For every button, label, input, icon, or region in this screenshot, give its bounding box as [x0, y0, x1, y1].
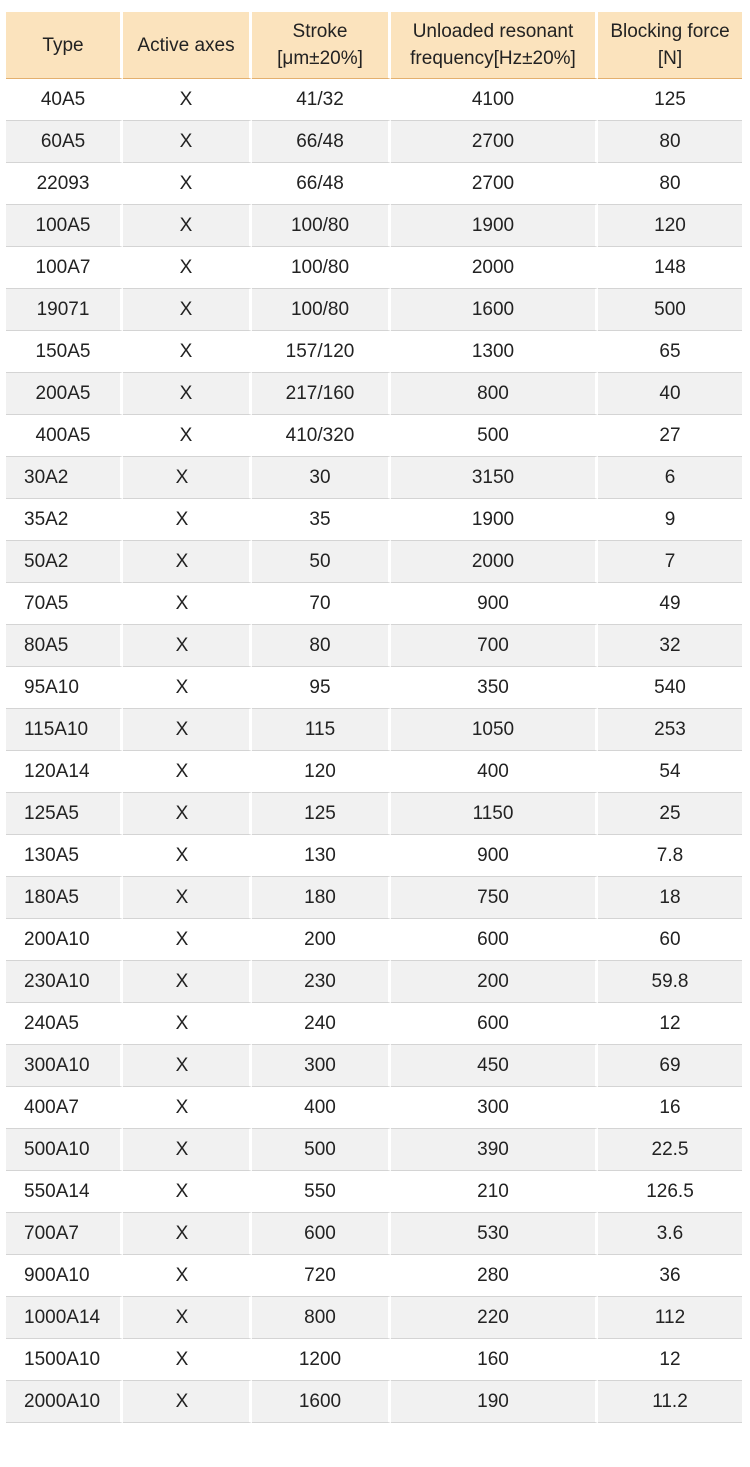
- table-body: [6, 79, 742, 1423]
- type-cell: 125A5: [6, 793, 123, 835]
- stroke-cell: 115: [252, 709, 391, 751]
- type-cell: 50A2: [6, 541, 123, 583]
- table-row: [6, 1297, 742, 1339]
- active-axes-cell: X: [123, 1171, 252, 1213]
- resonant-frequency-cell: 900: [391, 835, 598, 877]
- stroke-cell: 30: [252, 457, 391, 499]
- header-active-axes: [123, 12, 252, 79]
- header-type-label: Type: [42, 34, 84, 56]
- resonant-frequency-cell: 2700: [391, 163, 598, 205]
- active-axes-cell: X: [123, 1003, 252, 1045]
- type-cell: 60A5: [6, 121, 123, 163]
- resonant-frequency-cell: 750: [391, 877, 598, 919]
- stroke-cell: 720: [252, 1255, 391, 1297]
- resonant-frequency-cell: 1600: [391, 289, 598, 331]
- resonant-frequency-cell: 600: [391, 1003, 598, 1045]
- blocking-force-cell: 40: [598, 373, 742, 415]
- header-resonant-frequency-unit: frequency[Hz±20%]: [410, 48, 576, 69]
- active-axes-cell: X: [123, 1339, 252, 1381]
- table-row: [6, 1003, 742, 1045]
- stroke-cell: 50: [252, 541, 391, 583]
- blocking-force-cell: 49: [598, 583, 742, 625]
- resonant-frequency-cell: 400: [391, 751, 598, 793]
- type-cell: 115A10: [6, 709, 123, 751]
- table-row: [6, 415, 742, 457]
- type-cell: 100A5: [6, 205, 123, 247]
- stroke-cell: 400: [252, 1087, 391, 1129]
- resonant-frequency-cell: 1900: [391, 205, 598, 247]
- table-row: [6, 1171, 742, 1213]
- table-row: [6, 163, 742, 205]
- stroke-cell: 200: [252, 919, 391, 961]
- blocking-force-cell: 80: [598, 163, 742, 205]
- table-row: [6, 835, 742, 877]
- active-axes-cell: X: [123, 373, 252, 415]
- stroke-cell: 240: [252, 1003, 391, 1045]
- resonant-frequency-cell: 210: [391, 1171, 598, 1213]
- table-row: [6, 1381, 742, 1423]
- table-row: [6, 877, 742, 919]
- resonant-frequency-cell: 900: [391, 583, 598, 625]
- blocking-force-cell: 12: [598, 1003, 742, 1045]
- table-row: [6, 373, 742, 415]
- header-blocking-force-unit: [N]: [657, 48, 683, 69]
- active-axes-cell: X: [123, 79, 252, 121]
- type-cell: 200A10: [6, 919, 123, 961]
- blocking-force-cell: 22.5: [598, 1129, 742, 1171]
- resonant-frequency-cell: 160: [391, 1339, 598, 1381]
- table-row: [6, 247, 742, 289]
- blocking-force-cell: 18: [598, 877, 742, 919]
- table-row: [6, 919, 742, 961]
- table-row: [6, 961, 742, 1003]
- header-blocking-force-label: Blocking force: [610, 21, 730, 42]
- resonant-frequency-cell: 1050: [391, 709, 598, 751]
- blocking-force-cell: 12: [598, 1339, 742, 1381]
- resonant-frequency-cell: 300: [391, 1087, 598, 1129]
- spec-table: [6, 12, 742, 1423]
- active-axes-cell: X: [123, 499, 252, 541]
- table-row: [6, 709, 742, 751]
- header-stroke-label: Stroke: [292, 21, 348, 42]
- resonant-frequency-cell: 1150: [391, 793, 598, 835]
- active-axes-cell: X: [123, 1255, 252, 1297]
- active-axes-cell: X: [123, 121, 252, 163]
- table-row: [6, 1087, 742, 1129]
- type-cell: 80A5: [6, 625, 123, 667]
- blocking-force-cell: 65: [598, 331, 742, 373]
- table-row: [6, 1213, 742, 1255]
- resonant-frequency-cell: 350: [391, 667, 598, 709]
- table-row: [6, 79, 742, 121]
- type-cell: 200A5: [6, 373, 123, 415]
- active-axes-cell: X: [123, 751, 252, 793]
- table-row: [6, 751, 742, 793]
- stroke-cell: 500: [252, 1129, 391, 1171]
- active-axes-cell: X: [123, 793, 252, 835]
- active-axes-cell: X: [123, 163, 252, 205]
- type-cell: 70A5: [6, 583, 123, 625]
- resonant-frequency-cell: 2000: [391, 247, 598, 289]
- stroke-cell: 100/80: [252, 289, 391, 331]
- blocking-force-cell: 59.8: [598, 961, 742, 1003]
- stroke-cell: 550: [252, 1171, 391, 1213]
- table-row: [6, 667, 742, 709]
- table-row: [6, 1339, 742, 1381]
- table-row: [6, 457, 742, 499]
- blocking-force-cell: 126.5: [598, 1171, 742, 1213]
- active-axes-cell: X: [123, 667, 252, 709]
- stroke-cell: 120: [252, 751, 391, 793]
- resonant-frequency-cell: 500: [391, 415, 598, 457]
- blocking-force-cell: 11.2: [598, 1381, 742, 1423]
- stroke-cell: 66/48: [252, 121, 391, 163]
- type-cell: 400A7: [6, 1087, 123, 1129]
- header-blocking-force: [598, 12, 742, 79]
- stroke-cell: 600: [252, 1213, 391, 1255]
- blocking-force-cell: 80: [598, 121, 742, 163]
- stroke-cell: 217/160: [252, 373, 391, 415]
- blocking-force-cell: 54: [598, 751, 742, 793]
- stroke-cell: 41/32: [252, 79, 391, 121]
- resonant-frequency-cell: 450: [391, 1045, 598, 1087]
- resonant-frequency-cell: 1300: [391, 331, 598, 373]
- blocking-force-cell: 500: [598, 289, 742, 331]
- blocking-force-cell: 7: [598, 541, 742, 583]
- active-axes-cell: X: [123, 877, 252, 919]
- resonant-frequency-cell: 700: [391, 625, 598, 667]
- type-cell: 95A10: [6, 667, 123, 709]
- type-cell: 900A10: [6, 1255, 123, 1297]
- blocking-force-cell: 120: [598, 205, 742, 247]
- header-resonant-frequency-label: Unloaded resonant: [412, 21, 574, 42]
- stroke-cell: 410/320: [252, 415, 391, 457]
- table-row: [6, 205, 742, 247]
- type-cell: 35A2: [6, 499, 123, 541]
- active-axes-cell: X: [123, 961, 252, 1003]
- type-cell: 120A14: [6, 751, 123, 793]
- type-cell: 550A14: [6, 1171, 123, 1213]
- type-cell: 500A10: [6, 1129, 123, 1171]
- stroke-cell: 80: [252, 625, 391, 667]
- active-axes-cell: X: [123, 247, 252, 289]
- type-cell: 19071: [6, 289, 123, 331]
- stroke-cell: 1200: [252, 1339, 391, 1381]
- type-cell: 150A5: [6, 331, 123, 373]
- resonant-frequency-cell: 800: [391, 373, 598, 415]
- resonant-frequency-cell: 280: [391, 1255, 598, 1297]
- blocking-force-cell: 36: [598, 1255, 742, 1297]
- stroke-cell: 66/48: [252, 163, 391, 205]
- resonant-frequency-cell: 220: [391, 1297, 598, 1339]
- table-row: [6, 793, 742, 835]
- active-axes-cell: X: [123, 541, 252, 583]
- table-row: [6, 121, 742, 163]
- active-axes-cell: X: [123, 835, 252, 877]
- type-cell: 400A5: [6, 415, 123, 457]
- active-axes-cell: X: [123, 919, 252, 961]
- resonant-frequency-cell: 200: [391, 961, 598, 1003]
- blocking-force-cell: 60: [598, 919, 742, 961]
- type-cell: 30A2: [6, 457, 123, 499]
- table-row: [6, 625, 742, 667]
- header-stroke: [252, 12, 391, 79]
- type-cell: 1000A14: [6, 1297, 123, 1339]
- blocking-force-cell: 148: [598, 247, 742, 289]
- stroke-cell: 300: [252, 1045, 391, 1087]
- blocking-force-cell: 32: [598, 625, 742, 667]
- resonant-frequency-cell: 600: [391, 919, 598, 961]
- active-axes-cell: X: [123, 1297, 252, 1339]
- type-cell: 100A7: [6, 247, 123, 289]
- resonant-frequency-cell: 2700: [391, 121, 598, 163]
- type-cell: 22093: [6, 163, 123, 205]
- blocking-force-cell: 16: [598, 1087, 742, 1129]
- resonant-frequency-cell: 1900: [391, 499, 598, 541]
- blocking-force-cell: 3.6: [598, 1213, 742, 1255]
- resonant-frequency-cell: 190: [391, 1381, 598, 1423]
- active-axes-cell: X: [123, 1045, 252, 1087]
- table-row: [6, 499, 742, 541]
- stroke-cell: 35: [252, 499, 391, 541]
- resonant-frequency-cell: 2000: [391, 541, 598, 583]
- active-axes-cell: X: [123, 1381, 252, 1423]
- type-cell: 1500A10: [6, 1339, 123, 1381]
- stroke-cell: 125: [252, 793, 391, 835]
- table-row: [6, 1045, 742, 1087]
- blocking-force-cell: 6: [598, 457, 742, 499]
- blocking-force-cell: 112: [598, 1297, 742, 1339]
- header-resonant-frequency: [391, 12, 598, 79]
- active-axes-cell: X: [123, 1087, 252, 1129]
- stroke-cell: 800: [252, 1297, 391, 1339]
- stroke-cell: 100/80: [252, 247, 391, 289]
- active-axes-cell: X: [123, 415, 252, 457]
- header-stroke-unit: [μm±20%]: [277, 48, 363, 69]
- active-axes-cell: X: [123, 289, 252, 331]
- blocking-force-cell: 7.8: [598, 835, 742, 877]
- header-type: [6, 12, 123, 79]
- header-row: [6, 12, 742, 79]
- stroke-cell: 130: [252, 835, 391, 877]
- stroke-cell: 230: [252, 961, 391, 1003]
- stroke-cell: 180: [252, 877, 391, 919]
- type-cell: 300A10: [6, 1045, 123, 1087]
- type-cell: 700A7: [6, 1213, 123, 1255]
- stroke-cell: 100/80: [252, 205, 391, 247]
- stroke-cell: 1600: [252, 1381, 391, 1423]
- table-row: [6, 541, 742, 583]
- blocking-force-cell: 9: [598, 499, 742, 541]
- blocking-force-cell: 69: [598, 1045, 742, 1087]
- resonant-frequency-cell: 530: [391, 1213, 598, 1255]
- resonant-frequency-cell: 4100: [391, 79, 598, 121]
- table-row: [6, 289, 742, 331]
- active-axes-cell: X: [123, 583, 252, 625]
- type-cell: 180A5: [6, 877, 123, 919]
- stroke-cell: 95: [252, 667, 391, 709]
- table-row: [6, 583, 742, 625]
- type-cell: 2000A10: [6, 1381, 123, 1423]
- resonant-frequency-cell: 390: [391, 1129, 598, 1171]
- blocking-force-cell: 253: [598, 709, 742, 751]
- active-axes-cell: X: [123, 205, 252, 247]
- active-axes-cell: X: [123, 709, 252, 751]
- type-cell: 130A5: [6, 835, 123, 877]
- active-axes-cell: X: [123, 625, 252, 667]
- table-row: [6, 1129, 742, 1171]
- active-axes-cell: X: [123, 457, 252, 499]
- blocking-force-cell: 125: [598, 79, 742, 121]
- active-axes-cell: X: [123, 1213, 252, 1255]
- stroke-cell: 70: [252, 583, 391, 625]
- header-active-axes-label: Active axes: [137, 34, 235, 56]
- blocking-force-cell: 25: [598, 793, 742, 835]
- blocking-force-cell: 540: [598, 667, 742, 709]
- resonant-frequency-cell: 3150: [391, 457, 598, 499]
- type-cell: 240A5: [6, 1003, 123, 1045]
- type-cell: 40A5: [6, 79, 123, 121]
- blocking-force-cell: 27: [598, 415, 742, 457]
- table-row: [6, 1255, 742, 1297]
- stroke-cell: 157/120: [252, 331, 391, 373]
- table-header: [6, 12, 742, 79]
- type-cell: 230A10: [6, 961, 123, 1003]
- table-row: [6, 331, 742, 373]
- active-axes-cell: X: [123, 331, 252, 373]
- active-axes-cell: X: [123, 1129, 252, 1171]
